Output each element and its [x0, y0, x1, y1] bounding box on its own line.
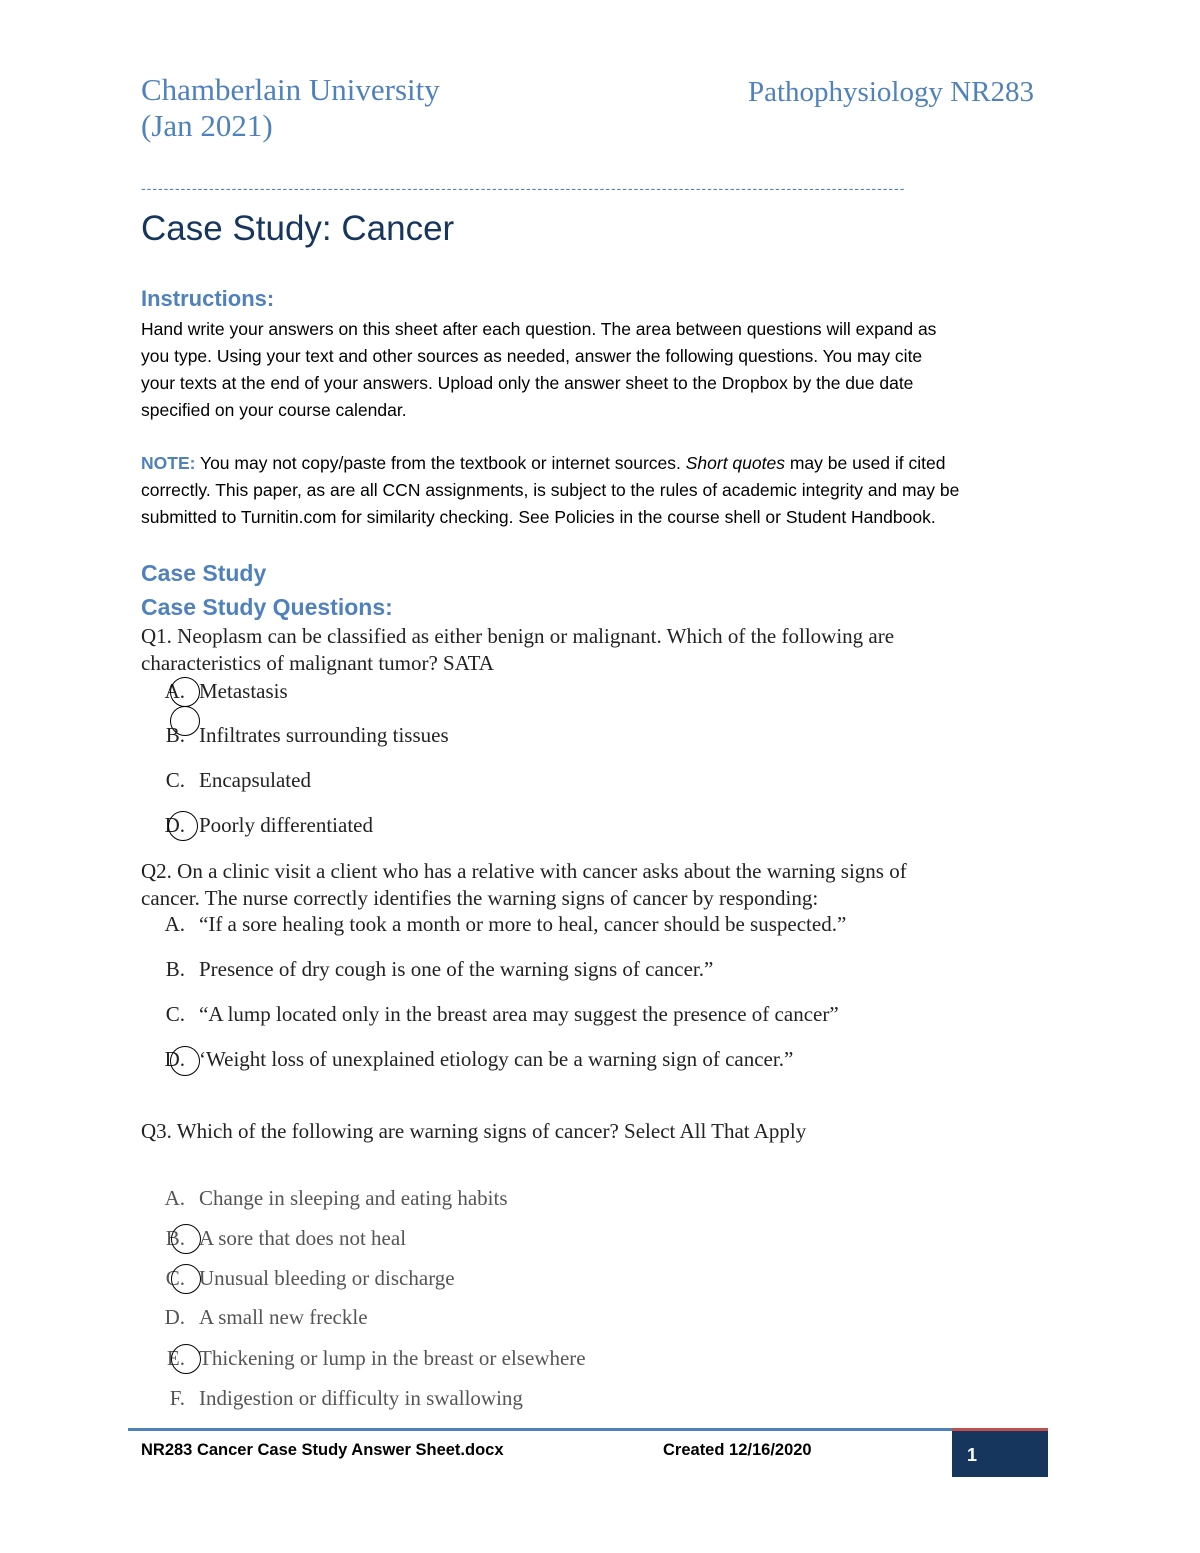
option-text: Change in sleeping and eating habits: [199, 1186, 508, 1210]
option-letter: D.: [164, 813, 185, 837]
option-letter: C.: [165, 768, 185, 792]
option-letter: D.: [164, 1047, 185, 1071]
option-letter: E.: [166, 1346, 185, 1370]
question-text: characteristics of malignant tumor? SATA: [141, 651, 494, 675]
option-text: Metastasis: [199, 679, 288, 703]
option-text: Poorly differentiated: [199, 813, 373, 837]
question-text: cancer. The nurse correctly identifies the warning signs of cancer by responding:: [141, 886, 819, 910]
page-number: 1: [967, 1445, 978, 1465]
instructions-text: [141, 316, 1051, 424]
answer-circle: [171, 1264, 201, 1294]
q2-option-c: [141, 1000, 839, 1028]
q2-option-d: [141, 1045, 793, 1073]
note-line: correctly. This paper, as are all CCN assignments, is subject to the rules of academic integrity and may be: [141, 480, 960, 500]
option-letter: B.: [165, 1226, 185, 1250]
q3-option-e: [141, 1344, 586, 1372]
answer-circle: [168, 811, 198, 841]
answer-circle: [170, 1046, 200, 1076]
footer-filename: NR283 Cancer Case Study Answer Sheet.docx: [141, 1441, 504, 1459]
question-2: [141, 858, 1041, 912]
header-course: Pathophysiology NR283: [748, 76, 1034, 108]
option-letter: A.: [164, 679, 185, 703]
university-name: Chamberlain University: [141, 72, 440, 107]
footer-created: Created 12/16/2020: [663, 1441, 812, 1459]
option-text: Indigestion or difficulty in swallowing: [199, 1386, 523, 1410]
option-text: “A lump located only in the breast area may suggest the presence of cancer”: [199, 1002, 839, 1026]
note-text: You may not copy/paste from the textbook or internet sources.: [195, 453, 686, 473]
q1-option-a: [141, 677, 288, 705]
instructions-line: your texts at the end of your answers. Upload only the answer sheet to the Dropbox by the due date: [141, 373, 914, 393]
q1-option-b: [141, 721, 449, 749]
option-text: “If a sore healing took a month or more to heal, cancer should be suspected.”: [199, 912, 847, 936]
option-text: Infiltrates surrounding tissues: [199, 723, 449, 747]
q1-option-c: [141, 766, 311, 794]
option-text: Encapsulated: [199, 768, 311, 792]
question-1: [141, 623, 1041, 677]
q3-option-d: [141, 1303, 368, 1331]
note-line: [141, 450, 1051, 477]
instructions-line: specified on your course calendar.: [141, 400, 407, 420]
option-letter: F.: [169, 1386, 185, 1410]
option-letter: B.: [165, 723, 185, 747]
note-emphasis: Short quotes: [685, 453, 785, 473]
option-text: Unusual bleeding or discharge: [199, 1266, 455, 1290]
questions-heading: Case Study Questions:: [141, 594, 393, 620]
question-3: [141, 1118, 1041, 1145]
option-text: Presence of dry cough is one of the warning signs of cancer.”: [199, 957, 714, 981]
option-text: A sore that does not heal: [199, 1226, 407, 1250]
answer-circle: [171, 1224, 201, 1254]
q2-option-a: [141, 910, 846, 938]
term-label: (Jan 2021): [141, 108, 273, 143]
instructions-heading: Instructions:: [141, 286, 275, 311]
option-letter: D.: [164, 1305, 185, 1329]
note-line: submitted to Turnitin.com for similarity checking. See Policies in the course shell or Student Handbook.: [141, 507, 936, 527]
note-text: may be used if cited: [784, 453, 946, 473]
instructions-line: Hand write your answers on this sheet after each question. The area between questions will expand as: [141, 319, 937, 339]
note-block: [141, 450, 1051, 531]
footer-rule: [128, 1428, 1048, 1431]
answer-circle: [170, 677, 200, 707]
instructions-line: you type. Using your text and other sources as needed, answer the following questions. You may cite: [141, 346, 923, 366]
option-text: ‘Weight loss of unexplained etiology can be a warning sign of cancer.”: [199, 1047, 794, 1071]
question-text: Q1. Neoplasm can be classified as either benign or malignant. Which of the following are: [141, 624, 895, 648]
q2-option-b: [141, 955, 713, 983]
option-letter: C.: [165, 1266, 185, 1290]
question-text: Q2. On a clinic visit a client who has a relative with cancer asks about the warning signs of: [141, 859, 907, 883]
option-letter: B.: [165, 957, 185, 981]
case-study-heading: Case Study: [141, 560, 267, 586]
question-text: Q3. Which of the following are warning signs of cancer? Select All That Apply: [141, 1119, 807, 1143]
option-text: A small new freckle: [199, 1305, 368, 1329]
header-divider: ---------------------------------------------------------------------------------------------------------------------------------------: [141, 180, 906, 196]
answer-circle: [171, 1344, 201, 1374]
header-university: [141, 72, 440, 144]
option-letter: A.: [164, 1186, 185, 1210]
q3-option-f: [141, 1384, 523, 1412]
option-text: Thickening or lump in the breast or elsewhere: [199, 1346, 586, 1370]
option-letter: C.: [165, 1002, 185, 1026]
note-label: NOTE:: [141, 453, 196, 473]
q3-option-a: [141, 1184, 508, 1212]
option-letter: A.: [164, 912, 185, 936]
page-title: Case Study: Cancer: [141, 209, 455, 248]
